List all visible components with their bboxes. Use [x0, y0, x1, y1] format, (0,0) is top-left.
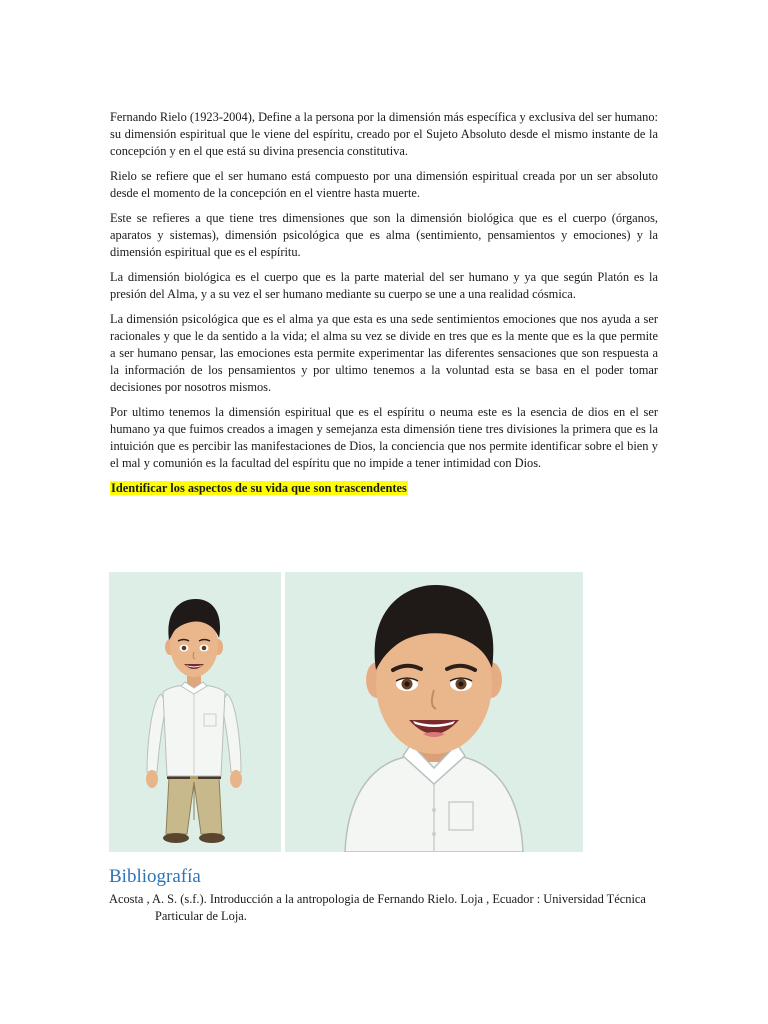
highlighted-instruction-text: Identificar los aspectos de su vida que son trascendentes — [111, 481, 407, 495]
paragraph-psychological-dimension: La dimensión psicológica que es el alma ya que esta es una sede sentimientos emociones que nos ayuda a ser racionales y que le da sentido a la vida; el alma su vez se divide en tres que es la mente que es la que permite a ser humano pensar, las emociones esta permite experimentar las diferentes sensaciones que son respuesta a la información de los pensamientos y por ultimo tenemos a la voluntad esta se basa en el poder tomar decisiones por nosotros mismos. — [110, 312, 658, 394]
bibliography-entry: Acosta , A. S. (s.f.). Introducción a la antropologia de Fernando Rielo. Loja , Ecuador : Universidad Técnica Particular de Loja. — [109, 892, 646, 923]
cartoon-boy-full-body — [109, 572, 281, 852]
paragraph-rielo-definition: Fernando Rielo (1923-2004), Define a la persona por la dimensión más específica y exclusiva del ser humano: su dimensión espiritual que le viene del espíritu, creado por el Sujeto Absoluto desde el mismo instante de la concepción y en el que está su divina presencia constitutiva. — [110, 110, 658, 158]
cartoon-boy-close-up — [285, 572, 583, 852]
paragraph-spiritual-divisions: Por ultimo tenemos la dimensión espiritual que es el espíritu o neuma este es la esencia de dios en el ser humano ya que fuimos creados a imagen y semejanza esta dimensión tiene tres divisiones la primera que es la intuición que es percibir las manifestaciones de Dios, la conciencia que nos permite identificar sobre el bien y el mal y comunión es la facultad del espíritu que no impide a tener intimidad con Dios. — [110, 405, 658, 470]
paragraph-spiritual-dimension: Rielo se refiere que el ser humano está compuesto por una dimensión espiritual creada por un ser absoluto desde el momento de la concepción en el vientre hasta muerte. — [110, 169, 658, 200]
bibliography-heading: Bibliografía — [109, 866, 201, 887]
illustration-close-up — [285, 572, 583, 852]
paragraph-biological-dimension: La dimensión biológica es el cuerpo que es la parte material del ser humano y ya que según Platón es la presión del Alma, y a su vez el ser humano mediante su cuerpo se une a una realidad cósmica. — [110, 270, 658, 301]
illustration-full-body — [109, 572, 281, 852]
paragraph-three-dimensions: Este se refieres a que tiene tres dimensiones que son la dimensión biológica que es el cuerpo (órganos, aparatos y sistemas), dimensión psicológica que es alma (sentimiento, pensamientos y emociones) y la dimensión espiritual que es el espíritu. — [110, 211, 658, 259]
highlighted-instruction — [110, 480, 658, 497]
body-text — [110, 109, 658, 497]
